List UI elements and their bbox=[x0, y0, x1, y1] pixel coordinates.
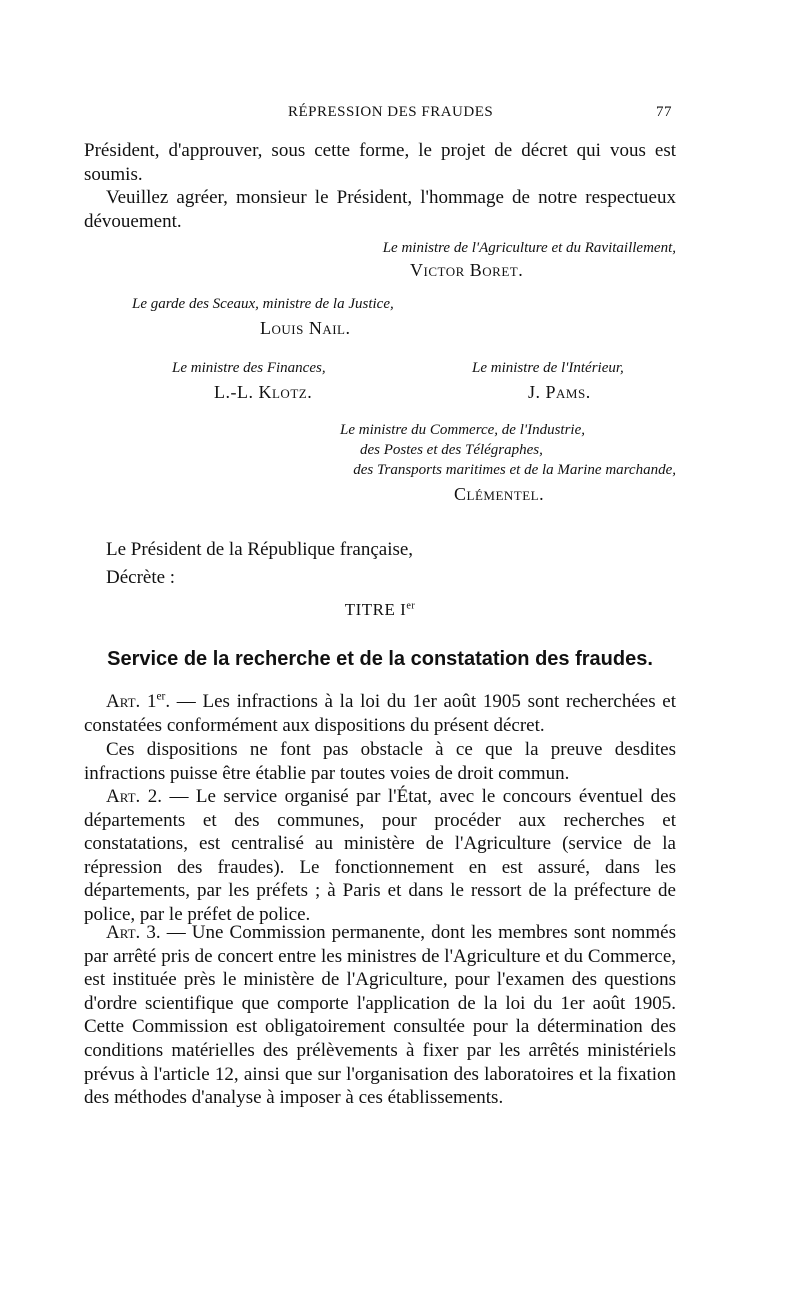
page-number: 77 bbox=[656, 104, 672, 120]
signature-commerce-title-3: des Transports maritimes et de la Marine marchande, bbox=[353, 462, 676, 478]
titre-label bbox=[0, 600, 760, 620]
signature-justice-title: Le garde des Sceaux, ministre de la Justice, bbox=[132, 296, 394, 312]
intro-paragraph-1: Président, d'approuver, sous cette forme, le projet de décret qui vous est soumis. bbox=[84, 140, 676, 185]
intro-paragraph-2: Veuillez agréer, monsieur le Président, l'hommage de notre respectueux dévouement. bbox=[84, 187, 676, 232]
decree-line-1: Le Président de la République française, bbox=[106, 539, 414, 560]
article-2-text: — Le service organisé par l'État, avec le concours éventuel des départements et des communes, pour procéder aux recherches et constatations, est centralisé au ministère de l'Agriculture (service de la répression des fraudes). Le fonctionnement en est assuré, dans les départements, par les préfets ; à Paris et dans le ressort de la préfecture de police, par le préfet de police. bbox=[84, 786, 676, 925]
signature-commerce-title-1: Le ministre du Commerce, de l'Industrie, bbox=[340, 422, 585, 438]
article-2-label: Art. 2. bbox=[106, 786, 163, 807]
titre-text: TITRE I bbox=[344, 600, 407, 619]
article-3-text: — Une Commission permanente, dont les membres sont nommés par arrêté pris de concert entre les ministres de l'Agriculture et du Commerce, est instituée près le ministère de l'Agriculture, pour l'examen des questions d'ordre scientifique que comporte l'application de la loi du 1er août 1905. Cette Commission est obligatoirement consultée pour la détermination des conditions matérielles des prélèvements à fixer par les arrêtés ministériels prévus à l'article 12, ainsi que sur l'organisation des laboratoires et la fixation des méthodes d'analyse à imposer à ces établissements. bbox=[84, 922, 677, 1109]
signature-interieur-title: Le ministre de l'Intérieur, bbox=[472, 360, 624, 376]
signature-agriculture-title: Le ministre de l'Agriculture et du Ravitaillement, bbox=[382, 240, 676, 256]
signature-justice-name: Louis Nail. bbox=[260, 318, 351, 338]
signature-interieur-name: J. Pams. bbox=[528, 382, 591, 402]
signature-finances-name: L.-L. Klotz. bbox=[214, 382, 313, 402]
article-1 bbox=[84, 690, 676, 737]
article-3-label: Art. 3. bbox=[106, 922, 161, 943]
titre-sup: er bbox=[406, 600, 416, 612]
running-title: RÉPRESSION DES FRAUDES bbox=[288, 104, 494, 120]
signature-finances-title: Le ministre des Finances, bbox=[172, 360, 326, 376]
article-1-text: . — Les infractions à la loi du 1er août 1905 sont recherchées et constatées conformément aux dispositions du présent décret. bbox=[84, 691, 676, 736]
decree-line-2: Décrète : bbox=[106, 567, 176, 588]
article-2 bbox=[84, 785, 676, 927]
section-heading: Service de la recherche et de la constatation des fraudes. bbox=[107, 648, 653, 670]
article-1-sup: er bbox=[156, 690, 166, 703]
article-1-label: Art. 1 bbox=[106, 691, 157, 712]
signature-agriculture-name: Victor Boret. bbox=[410, 260, 524, 280]
signature-commerce-name: Clémentel. bbox=[454, 484, 545, 504]
article-3 bbox=[84, 921, 676, 1110]
article-1-paragraph-2: Ces dispositions ne font pas obstacle à ce que la preuve desdites infractions puisse être établie par toutes voies de droit commun. bbox=[84, 739, 676, 784]
signature-commerce-title-2: des Postes et des Télégraphes, bbox=[360, 442, 543, 458]
